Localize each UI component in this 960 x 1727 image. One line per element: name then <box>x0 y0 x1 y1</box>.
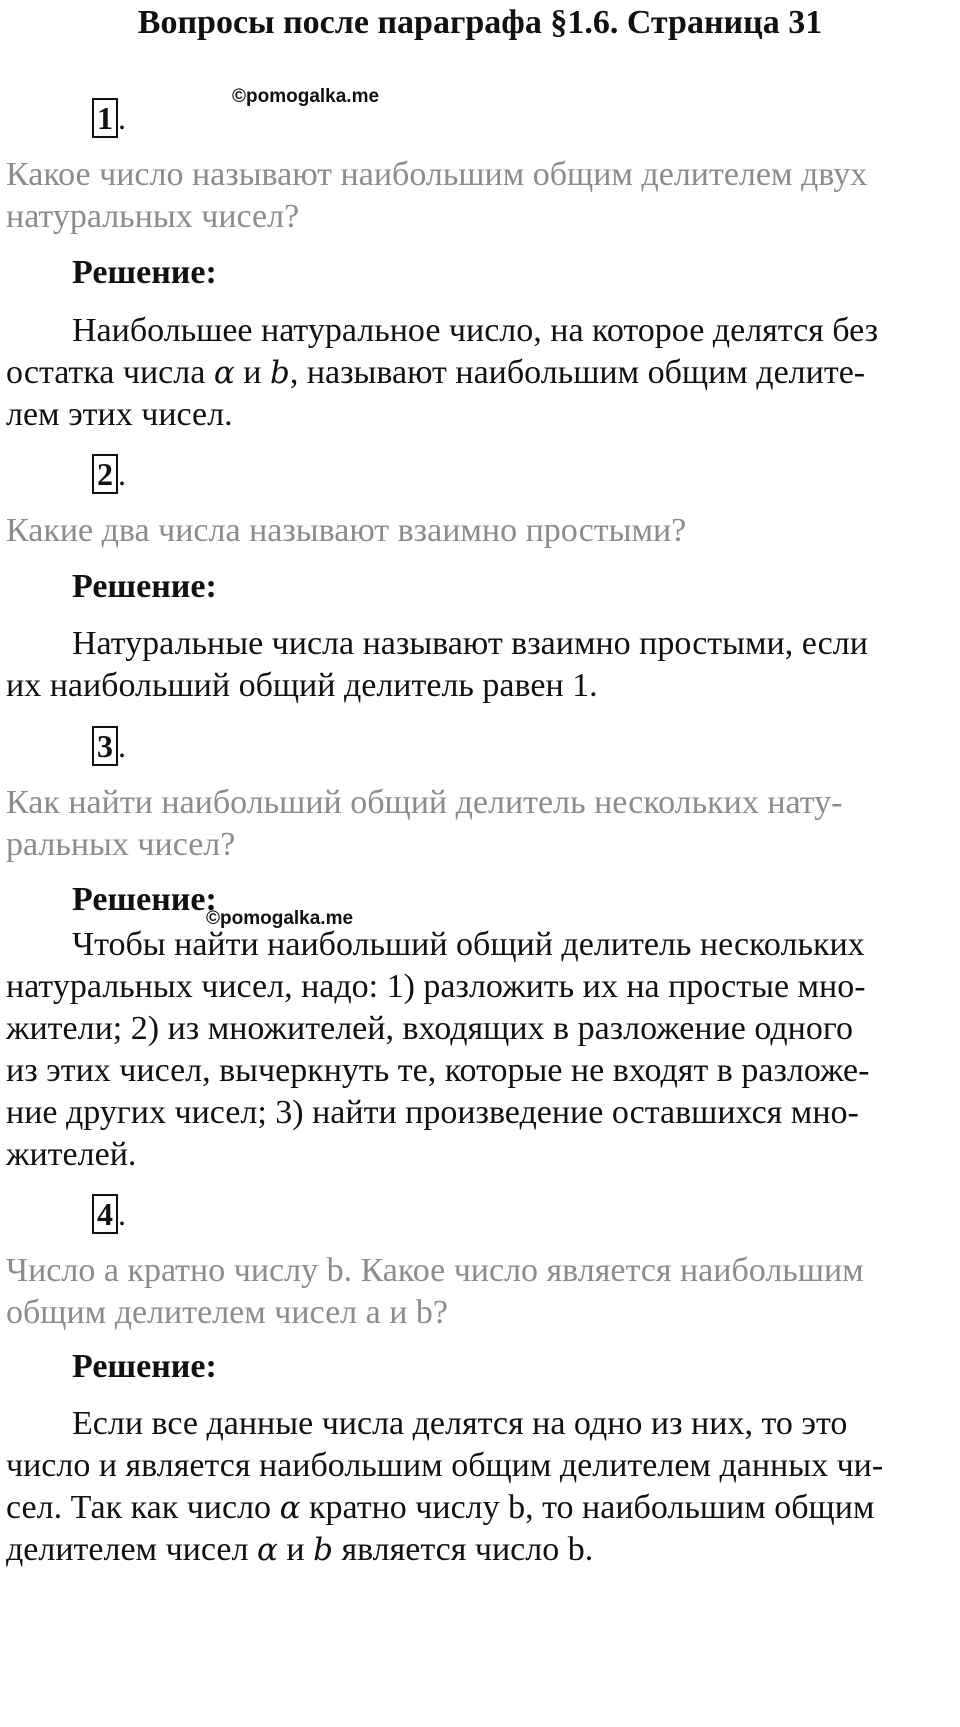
number-box: 1 <box>92 98 118 138</box>
question-text: Какие два числа называют взаимно простыми? <box>6 512 687 549</box>
number-box: 2 <box>92 454 118 494</box>
page-title: Вопросы после параграфа §1.6. Страница 31 <box>137 4 823 41</box>
question-number-4: 4 . <box>92 1194 126 1234</box>
answer-text: сел. Так как число α кратно числу b, то наибольшим общим <box>6 1489 875 1526</box>
watermark: ©pomogalka.me <box>206 908 354 929</box>
answer-text: число и является наибольшим общим делителем данных чи- <box>6 1447 884 1484</box>
solution-heading: Решение: <box>72 881 217 918</box>
answer-text: жители; 2) из множителей, входящих в разложение одного <box>6 1010 853 1047</box>
solution-heading: Решение: <box>72 568 217 605</box>
answer-text: делителем чисел α и b является число b. <box>6 1531 594 1568</box>
answer-text: лем этих чисел. <box>6 396 233 433</box>
question-text: Как найти наибольший общий делитель нескольких нату- <box>6 784 843 821</box>
question-text: ральных чисел? <box>6 826 236 863</box>
watermark: ©pomogalka.me <box>232 86 380 107</box>
answer-text: Если все данные числа делятся на одно из них, то это <box>72 1405 848 1442</box>
solution-heading: Решение: <box>72 1348 217 1385</box>
question-text: общим делителем чисел a и b? <box>6 1294 448 1331</box>
answer-text: Наибольшее натуральное число, на которое делятся без <box>72 312 879 349</box>
answer-text: их наибольший общий делитель равен 1. <box>6 667 598 704</box>
question-number-1: 1 . <box>92 98 126 138</box>
answer-text: из этих чисел, вычеркнуть те, которые не входят в разложе- <box>6 1052 870 1089</box>
answer-text: натуральных чисел, надо: 1) разложить их на простые мно- <box>6 968 866 1005</box>
answer-text: ние других чисел; 3) найти произведение оставшихся мно- <box>6 1094 859 1131</box>
answer-text: Чтобы найти наибольший общий делитель нескольких <box>72 926 865 963</box>
answer-text: остатка числа α и b, называют наибольшим общим делите- <box>6 354 866 391</box>
question-text: натуральных чисел? <box>6 198 300 235</box>
answer-text: Натуральные числа называют взаимно простыми, если <box>72 625 868 662</box>
question-text: Число a кратно числу b. Какое число является наибольшим <box>6 1252 864 1289</box>
answer-text: жителей. <box>6 1136 137 1173</box>
solution-heading: Решение: <box>72 254 217 291</box>
number-box: 4 <box>92 1194 118 1234</box>
question-text: Какое число называют наибольшим общим делителем двух <box>6 156 868 193</box>
question-number-3: 3 . <box>92 726 126 766</box>
number-box: 3 <box>92 726 118 766</box>
question-number-2: 2 . <box>92 454 126 494</box>
